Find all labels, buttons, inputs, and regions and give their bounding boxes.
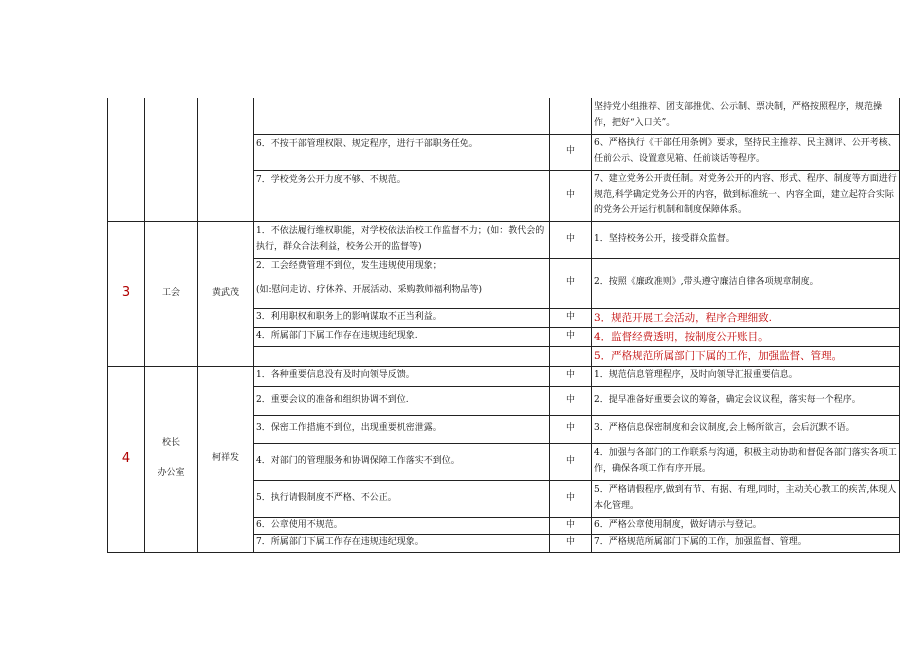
level-cell: 中 xyxy=(550,480,592,517)
risk-cell: 3．利用职权和职务上的影响谋取不正当利益。 xyxy=(254,308,550,327)
risk-cell xyxy=(254,258,550,308)
risk-cell: 4．对部门的管理服务和协调保障工作落实不到位。 xyxy=(254,443,550,480)
level-cell: 中 xyxy=(550,221,592,258)
risk-cell: 4．所属部门下属工作存在违规违纪现象. xyxy=(254,327,550,346)
measure-cell: 1．坚持校务公开，接受群众监督。 xyxy=(592,221,900,258)
risk-cell: 7．所属部门下属工作存在违规违纪现象。 xyxy=(254,534,550,552)
measure-cell: 5．严格规范所属部门下属的工作，加强监督、管理。 xyxy=(592,347,900,366)
level-cell: 中 xyxy=(550,134,592,170)
responsible-person: 黄武茂 xyxy=(198,221,254,366)
measure-cell: 坚持党小组推荐、团支部推优、公示制、票决制，严格按照程序，规范操作，把好“入口关”。 xyxy=(592,98,900,134)
num-cell-empty xyxy=(108,98,145,221)
risk-note: (如:慰问走访、疗休养、开展活动、采购教师福利物品等) xyxy=(256,285,483,296)
department-name-line2: 办公室 xyxy=(157,468,185,479)
person-cell-empty xyxy=(198,98,254,221)
risk-cell: 5．执行请假制度不严格、不公正。 xyxy=(254,480,550,517)
department-name-line1: 校长 xyxy=(161,438,180,449)
measure-cell: 3．规范开展工会活动，程序合理细致. xyxy=(592,308,900,327)
item-number: 3 xyxy=(108,221,145,366)
measure-cell: 4．加强与各部门的工作联系与沟通，积极主动协助和督促各部门落实各项工作，确保各项工作有序开展。 xyxy=(592,443,900,480)
measure-cell: 6．严格公章使用制度，做好请示与登记。 xyxy=(592,517,900,534)
measure-cell: 2．提早准备好重要会议的筹备，确定会议议程，落实每一个程序。 xyxy=(592,386,900,415)
measure-cell: 6、严格执行《干部任用条例》要求，坚持民主推荐、民主测评、公开考核、任前公示、设置意见箱、任前谈话等程序。 xyxy=(592,134,900,170)
measure-cell: 2．按照《廉政准则》,带头遵守廉洁自律各项规章制度。 xyxy=(592,258,900,308)
level-cell: 中 xyxy=(550,517,592,534)
risk-cell: 3．保密工作措施不到位，出现重要机密泄露。 xyxy=(254,415,550,443)
level-cell: 中 xyxy=(550,327,592,346)
department-name: 工会 xyxy=(145,221,198,366)
risk-text: 2．工会经费管理不到位，发生违规使用现象； xyxy=(256,260,442,271)
level-cell: 中 xyxy=(550,386,592,415)
level-cell: 中 xyxy=(550,443,592,480)
risk-cell: 6．不按干部管理权限、规定程序，进行干部职务任免。 xyxy=(254,134,550,170)
risk-cell: 2．重要会议的准备和组织协调不到位. xyxy=(254,386,550,415)
risk-cell: 1．不依法履行维权职能，对学校依法治校工作监督不力；(如：教代会的执行，群众合法利益，校务公开的监督等) xyxy=(254,221,550,258)
measure-cell: 4．监督经费透明，按制度公开账目。 xyxy=(592,327,900,346)
risk-cell: 7．学校党务公开力度不够、不规范。 xyxy=(254,170,550,221)
department-name xyxy=(145,366,198,552)
level-cell: 中 xyxy=(550,258,592,308)
measure-cell: 3．严格信息保密制度和会议制度,会上畅所欲言，会后沉默不语。 xyxy=(592,415,900,443)
dept-cell-empty xyxy=(145,98,198,221)
level-cell xyxy=(550,98,592,134)
level-cell: 中 xyxy=(550,308,592,327)
level-cell: 中 xyxy=(550,415,592,443)
level-cell: 中 xyxy=(550,534,592,552)
risk-control-table xyxy=(107,98,900,553)
measure-cell: 1．规范信息管理程序，及时向领导汇报重要信息。 xyxy=(592,366,900,386)
risk-cell: 6．公章使用不规范。 xyxy=(254,517,550,534)
level-cell: 中 xyxy=(550,170,592,221)
level-cell xyxy=(550,347,592,366)
risk-cell: 1．各种重要信息没有及时向领导反馈。 xyxy=(254,366,550,386)
measure-cell: 7．严格规范所属部门下属的工作，加强监督、管理。 xyxy=(592,534,900,552)
responsible-person: 柯祥发 xyxy=(198,366,254,552)
risk-cell xyxy=(254,347,550,366)
table-row xyxy=(108,366,900,386)
measure-cell: 7、建立党务公开责任制。对党务公开的内容、形式、程序、制度等方面进行规范,科学确定党务公开的内容，做到标准统一、内容全面，建立起符合实际的党务公开运行机制和制度保障体系。 xyxy=(592,170,900,221)
item-number: 4 xyxy=(108,366,145,552)
risk-cell xyxy=(254,98,550,134)
measure-cell: 5．严格请假程序,做到有节、有据、有理,同时，主动关心教工的疾苦,体现人本化管理。 xyxy=(592,480,900,517)
table-row xyxy=(108,221,900,258)
level-cell: 中 xyxy=(550,366,592,386)
table-row xyxy=(108,98,900,134)
